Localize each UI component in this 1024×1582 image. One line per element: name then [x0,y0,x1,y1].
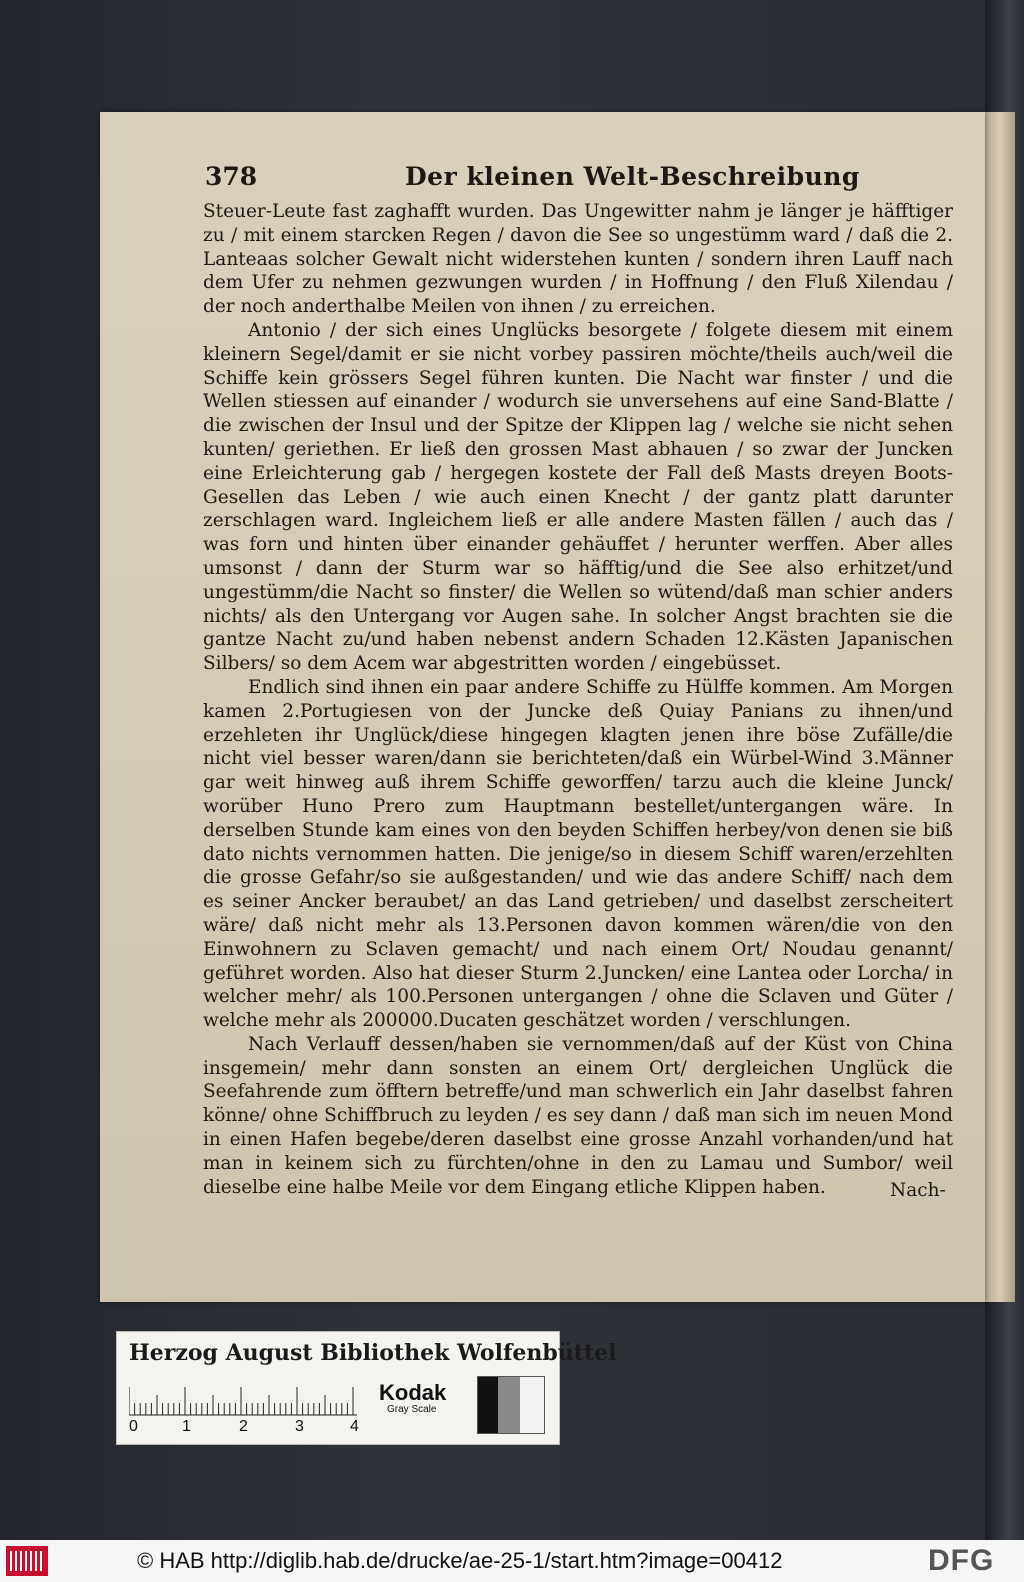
swatch-black [478,1377,498,1433]
gray-scale-label: Gray Scale [387,1404,437,1415]
hab-logo-icon [6,1546,48,1576]
body-text [203,200,953,1199]
paragraph: Nach Verlauff dessen/haben sie vernommen/daß auf der Küst von China insgemein/ mehr dann sonsten an einem Ort/ dergleichen Unglück die Seefahrende zum öfftern betreffe/und man schwerlich ein Jahr daselbst fahren könne/ ohne Schiffbruch zu leyden / es sey dann / daß man sich im neuen Mond in einen Hafen begebe/deren daselbst eine grosse Anzahl vorhanden/und hat man in keinem sich zu fürchten/ohne in den zu Lamau und Sumbor/ weil dieselbe eine halbe Meile vor dem Eingang etliche Klippen haben. [203,1033,953,1198]
footer-bar [0,1540,1024,1582]
adjacent-page-edge [985,112,1015,1302]
catchword: Nach- [890,1180,946,1201]
ruler-scale [129,1380,361,1416]
ruler-numbers [129,1418,379,1438]
swatch-white [520,1377,544,1433]
ruler-number: 0 [129,1418,138,1435]
ruler-number: 4 [350,1418,359,1435]
paragraph: Steuer-Leute fast zaghafft wurden. Das Ungewitter nahm je länger je häfftiger zu / mit einem starcken Regen / davon die See so ungestümm ward / daß die 2. Lanteaas solcher Gewalt nicht widerstehen kunten / sondern ihren Lauff nach dem Ufer zu nehmen gezwungen wurden / in Hoffnung / den Fluß Xilendau / der noch anderthalbe Meilen von ihnen / zu erreichen. [203,201,953,318]
library-name: Herzog August Bibliothek Wolfenbüttel [129,1340,617,1366]
ruler-number: 2 [239,1418,248,1435]
running-title: Der kleinen Welt-Beschreibung [405,162,860,191]
kodak-logo: Kodak [379,1380,447,1405]
dfg-logo: DFG [928,1544,995,1577]
library-label [116,1331,617,1445]
ruler-number: 3 [295,1418,304,1435]
page-header [205,162,955,202]
paragraph: Antonio / der sich eines Unglücks besorgete / folgete diesem mit einem kleinern Segel/damit er sie nicht vorbey passiren möchte/theils auch/weil die Schiffe kein grössers Segel führen kunten. Die Nacht war finster / und die Wellen stiessen auf einander / wodurch sie unversehens auf eine Sand-Blatte / die zwischen der Insul und der Spitze der Klippen lag / welche sie nicht sehen kunten/ geriethen. Er ließ den grossen Mast abhauen / so zwar der Juncken eine Erleichterung gab / hergegen kostete der Fall deß Masts dreyen Boots-Gesellen das Leben / wie auch einen Knecht / der gantz platt darunter zerschlagen ward. Ingleichem ließ er alle andere Masten fällen / auch das / was forn und hinten über einander gehäuffet / herunter werffen. Aber alles umsonst / dann der Sturm war so häfftig/und die See also erhitzet/und ungestümm/die Nacht so finster/ die Wellen so wütend/daß man schier anders nichts/ als den Untergang vor Augen sahe. In solcher Angst brachten sie die gantze Nacht zu/und haben nebenst andern Schaden 12.Kästen Japanischen Silbers/ so dem Acem war abgestritten worden / eingebüsset. [203,319,953,675]
gray-scale-swatches [477,1376,545,1434]
page-number: 378 [205,162,258,191]
copyright-url[interactable]: © HAB http://diglib.hab.de/drucke/ae-25-1/start.htm?image=00412 [137,1548,783,1573]
ruler-number: 1 [182,1418,191,1435]
swatch-gray [498,1377,520,1433]
paragraph: Endlich sind ihnen ein paar andere Schiffe zu Hülffe kommen. Am Morgen kamen 2.Portugiesen von der Juncke deß Quiay Panians zu ihnen/und erzehleten ihr Unglück/diese hingegen klagten jenen ihre böse Zufälle/die nicht viel besser waren/dann sie berichteten/daß ein Würbel-Wind 3.Männer gar weit hinweg auß ihrem Schiffe geworffen/ tarzu auch die kleine Junck/ worüber Huno Prero zum Hauptmann bestellet/untergangen wäre. In derselben Stunde kam eines von den beyden Schiffen herbey/von denen sie biß dato nichts vernommen hatten. Die jenige/so in diesem Schiff waren/erzehlten die grosse Gefahr/so sie außgestanden/ und wie das andere Schiff/ nach dem es seiner Ancker beraubet/ an das Land getrieben/ und daselbst zerscheitert wäre/ daß nicht mehr als 13.Personen davon kommen wären/die von den Einwohnern zu Sclaven gemacht/ und nach einem Ort/ Noudau genannt/ geführet worden. Also hat dieser Sturm 2.Juncken/ eine Lantea oder Lorcha/ in welcher mehr/ als 100.Personen untergangen / ohne die Sclaven und Güter / welche mehr als 200000.Ducaten geschätzet worden / verschlungen. [203,676,953,1032]
book-page [100,112,985,1302]
